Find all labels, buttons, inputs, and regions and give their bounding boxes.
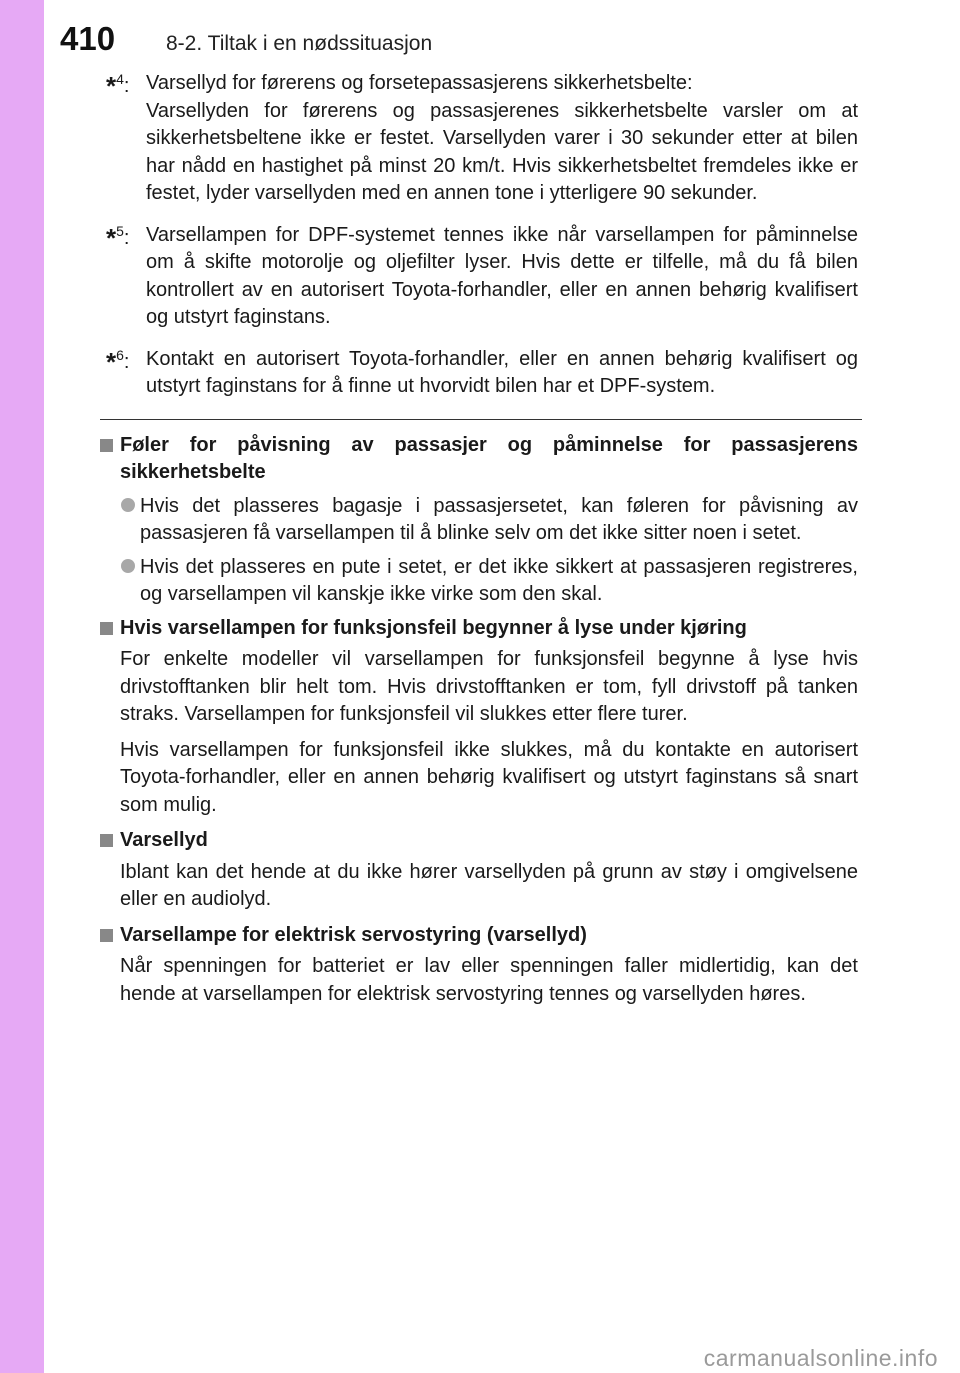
footnote-5 bbox=[100, 222, 858, 332]
round-bullet-icon bbox=[121, 559, 135, 573]
list-item: Hvis det plasseres en pute i setet, er det ikke sikkert at passasjeren registreres, og varsellampen vil kanskje ikke virke som den skal. bbox=[120, 554, 858, 609]
footnote-marker: *$^6$: bbox=[106, 346, 130, 377]
section-divider bbox=[100, 419, 862, 420]
footnote-marker: *$^5$: bbox=[106, 222, 130, 253]
footnote-6 bbox=[100, 346, 858, 401]
paragraph: Når spenningen for batteriet er lav eller spenningen faller midlertidig, kan det hende at varsellampen for elektrisk servostyring tennes og varsellyden høres. bbox=[120, 955, 858, 1005]
topic-passenger-detection bbox=[100, 432, 858, 609]
square-bullet-icon bbox=[100, 622, 113, 635]
list-item: Hvis det plasseres bagasje i passasjersetet, kan føleren for påvisning av passasjeren få varsellampen til å blinke selv om det ikke sitter noen i setet. bbox=[120, 493, 858, 548]
footnote-text: Varsellyd for førerens og forsetepassasjerens sikkerhetsbelte: bbox=[146, 72, 693, 94]
watermark: carmanualsonline.info bbox=[703, 1345, 938, 1371]
page-number: 410 bbox=[60, 20, 116, 57]
topic-title: Varsellyd bbox=[120, 829, 208, 851]
topic-warning-sound bbox=[100, 827, 858, 914]
footnote-text: Varsellyden for førerens og passasjerenes sikkerhetsbelte varsler om at sikkerhetsbeltene ikke er festet. Varsellyden varer i 30 sekunder etter at bilen har nådd en hastighet på minst 20 km/t. Hvis sikkerhetsbeltet fremdeles ikke er festet, lyder varsellyden med en annen tone i ytterligere 90 sekunder. bbox=[146, 99, 858, 204]
paragraph: Iblant kan det hende at du ikke hører varsellyden på grunn av støy i omgivelsene eller en audiolyd. bbox=[120, 860, 858, 910]
chapter-side-tab bbox=[0, 0, 44, 1373]
page-content bbox=[100, 70, 858, 1016]
section-title: 8-2. Tiltak i en nødssituasjon bbox=[166, 32, 433, 55]
topic-malfunction-lamp bbox=[100, 615, 858, 820]
paragraph: For enkelte modeller vil varsellampen for funksjonsfeil begynne å lyse hvis drivstofftanken blir helt tom. Hvis drivstofftanken er tom, fyll drivstoff på tanken straks. Varsellampen for funksjonsfeil vil slukkes etter flere turer. bbox=[120, 648, 858, 725]
topic-power-steering bbox=[100, 922, 858, 1009]
topic-title: Varsellampe for elektrisk servostyring (varsellyd) bbox=[120, 923, 587, 946]
footnote-marker: *$^4$: bbox=[106, 71, 130, 101]
square-bullet-icon bbox=[100, 929, 113, 942]
square-bullet-icon bbox=[100, 834, 113, 847]
topic-title: Føler for påvisning av passasjer og påminnelse for passasjerens sikkerhetsbelte bbox=[120, 433, 858, 483]
footnote-text: Varsellampen for DPF-systemet tennes ikke når varsellampen for påminnelse om å skifte motorolje og oljefilter lyser. Hvis dette er tilfelle, må du få bilen kontrollert av en autorisert Toyota-forhandler, eller en annen behørig kvalifisert og utstyrt faginstans. bbox=[146, 223, 858, 328]
footnote-text: Kontakt en autorisert Toyota-forhandler, eller en annen behørig kvalifisert og utstyrt faginstans for å finne ut hvorvidt bilen har et DPF-system. bbox=[146, 347, 858, 397]
paragraph: Hvis varsellampen for funksjonsfeil ikke slukkes, må du kontakte en autorisert Toyota-forhandler, eller en annen behørig kvalifisert og utstyrt faginstans så snart som mulig. bbox=[120, 738, 858, 816]
round-bullet-icon bbox=[121, 498, 135, 512]
topic-title: Hvis varsellampen for funksjonsfeil begynner å lyse under kjøring bbox=[120, 616, 747, 639]
square-bullet-icon bbox=[100, 439, 113, 452]
footnote-4 bbox=[100, 70, 858, 208]
